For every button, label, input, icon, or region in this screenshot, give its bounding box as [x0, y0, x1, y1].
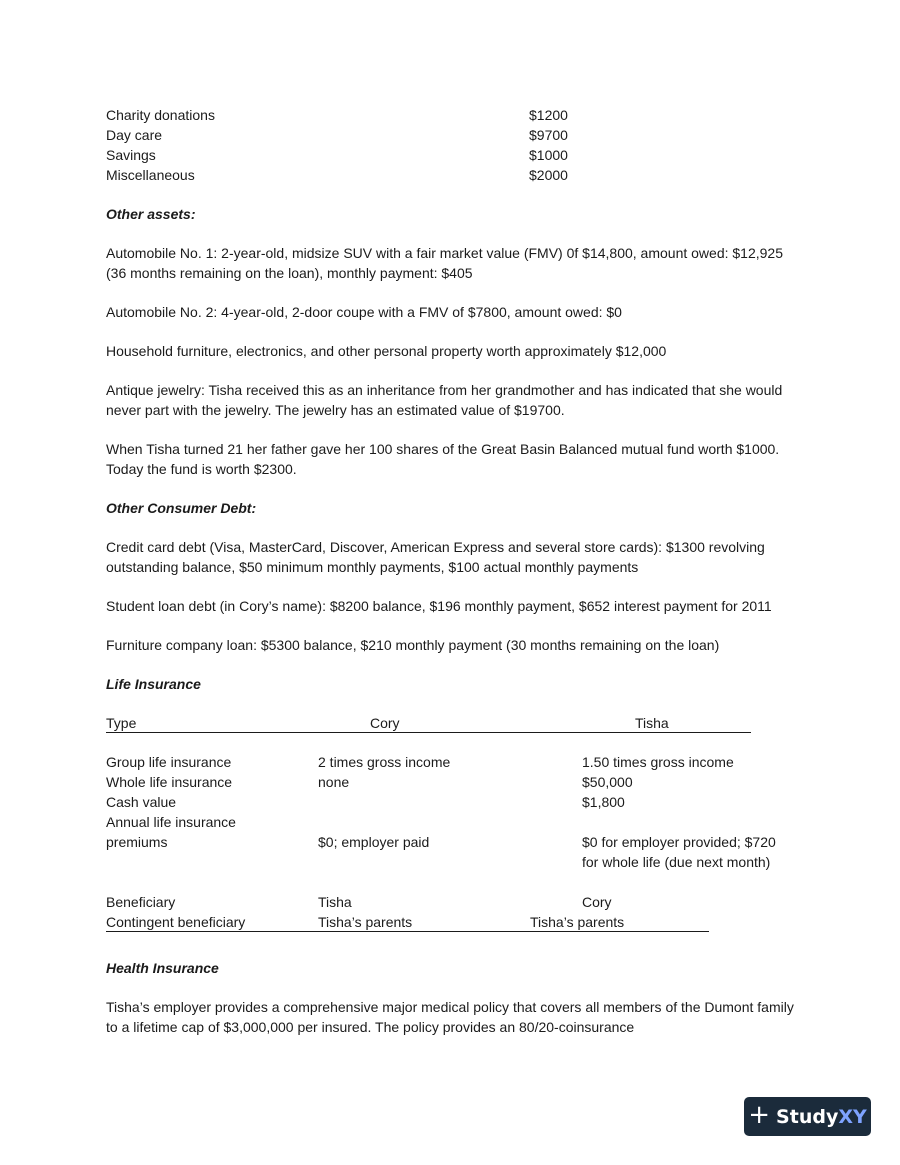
document-page	[106, 105, 806, 1056]
asset-paragraph: Antique jewelry: Tisha received this as an inheritance from her grandmother and has indicated that she would never part with the jewelry. The jewelry has an estimated value of $19700.	[106, 382, 783, 418]
expense-value: $9700	[529, 127, 568, 143]
logo-text-main: Study	[776, 1105, 839, 1128]
expense-row	[106, 165, 806, 185]
row-label: Whole life insurance	[106, 774, 233, 790]
header-type: Type	[106, 715, 137, 731]
table-row	[106, 772, 806, 792]
table-row	[106, 792, 806, 812]
health-insurance-heading: Health Insurance	[106, 960, 219, 976]
debt-paragraph: Credit card debt (Visa, MasterCard, Discover, American Express and several store cards): $1300 revolving outstanding balance, $50 minimum monthly payments, $100 actual monthly payments	[106, 539, 765, 575]
row-tisha: Cory	[582, 894, 612, 910]
row-label: premiums	[106, 834, 168, 850]
logo-text-accent: XY	[838, 1105, 867, 1128]
asset-paragraph: Automobile No. 2: 4-year-old, 2-door coupe with a FMV of $7800, amount owed: $0	[106, 304, 622, 320]
life-insurance-table	[106, 713, 806, 947]
row-label: Annual life insurance	[106, 814, 236, 830]
asset-paragraph: Automobile No. 1: 2-year-old, midsize SUV with a fair market value (FMV) 0f $14,800, amount owed: $12,925 (36 months remaining on the loan), monthly payment: $405	[106, 245, 783, 281]
header-tisha: Tisha	[635, 715, 669, 731]
expense-value: $2000	[529, 167, 568, 183]
asset-paragraph: Household furniture, electronics, and other personal property worth approximately $12,000	[106, 343, 667, 359]
expense-row	[106, 145, 806, 165]
header-cory: Cory	[370, 715, 400, 731]
studyxy-logo[interactable]	[744, 1097, 871, 1136]
row-tisha: $0 for employer provided; $720 for whole life (due next month)	[582, 834, 776, 870]
expense-value: $1000	[529, 147, 568, 163]
table-row	[106, 832, 806, 892]
row-label: Group life insurance	[106, 754, 232, 770]
row-tisha: 1.50 times gross income	[582, 754, 734, 770]
life-insurance-heading: Life Insurance	[106, 676, 201, 692]
expense-value: $1200	[529, 107, 568, 123]
expense-label: Miscellaneous	[106, 167, 195, 183]
row-tisha: Tisha’s parents	[530, 914, 625, 930]
table-row	[106, 812, 806, 832]
table-row	[106, 892, 806, 912]
other-assets-heading: Other assets:	[106, 206, 196, 222]
row-cory: Tisha	[318, 894, 352, 910]
table-row	[106, 912, 709, 932]
consumer-debt-heading: Other Consumer Debt:	[106, 500, 257, 516]
health-paragraph: Tisha’s employer provides a comprehensive major medical policy that covers all members of the Dumont family to a lifetime cap of $3,000,000 per insured. The policy provides an 80/20-coinsurance	[106, 999, 794, 1035]
plus-icon: +	[748, 1100, 771, 1130]
row-tisha: $50,000	[582, 774, 633, 790]
expense-label: Charity donations	[106, 107, 215, 123]
expense-list	[106, 105, 806, 185]
row-label: Contingent beneficiary	[106, 914, 246, 930]
row-label: Cash value	[106, 794, 177, 810]
expense-row	[106, 105, 806, 125]
debt-paragraph: Student loan debt (in Cory’s name): $8200 balance, $196 monthly payment, $652 interest payment for 2011	[106, 598, 772, 614]
asset-paragraph: When Tisha turned 21 her father gave her 100 shares of the Great Basin Balanced mutual fund worth $1000. Today the fund is worth $2300.	[106, 441, 780, 477]
debt-paragraph: Furniture company loan: $5300 balance, $210 monthly payment (30 months remaining on the loan)	[106, 637, 720, 653]
row-label: Beneficiary	[106, 894, 176, 910]
row-tisha: $1,800	[582, 794, 625, 810]
expense-label: Day care	[106, 127, 163, 143]
row-cory: Tisha’s parents	[318, 914, 413, 930]
row-cory: 2 times gross income	[318, 754, 451, 770]
table-header-row	[106, 713, 751, 733]
expense-label: Savings	[106, 147, 156, 163]
row-cory: $0; employer paid	[318, 834, 430, 850]
row-cory: none	[318, 774, 350, 790]
table-row	[106, 752, 806, 772]
logo-text	[776, 1106, 867, 1128]
expense-row	[106, 125, 806, 145]
